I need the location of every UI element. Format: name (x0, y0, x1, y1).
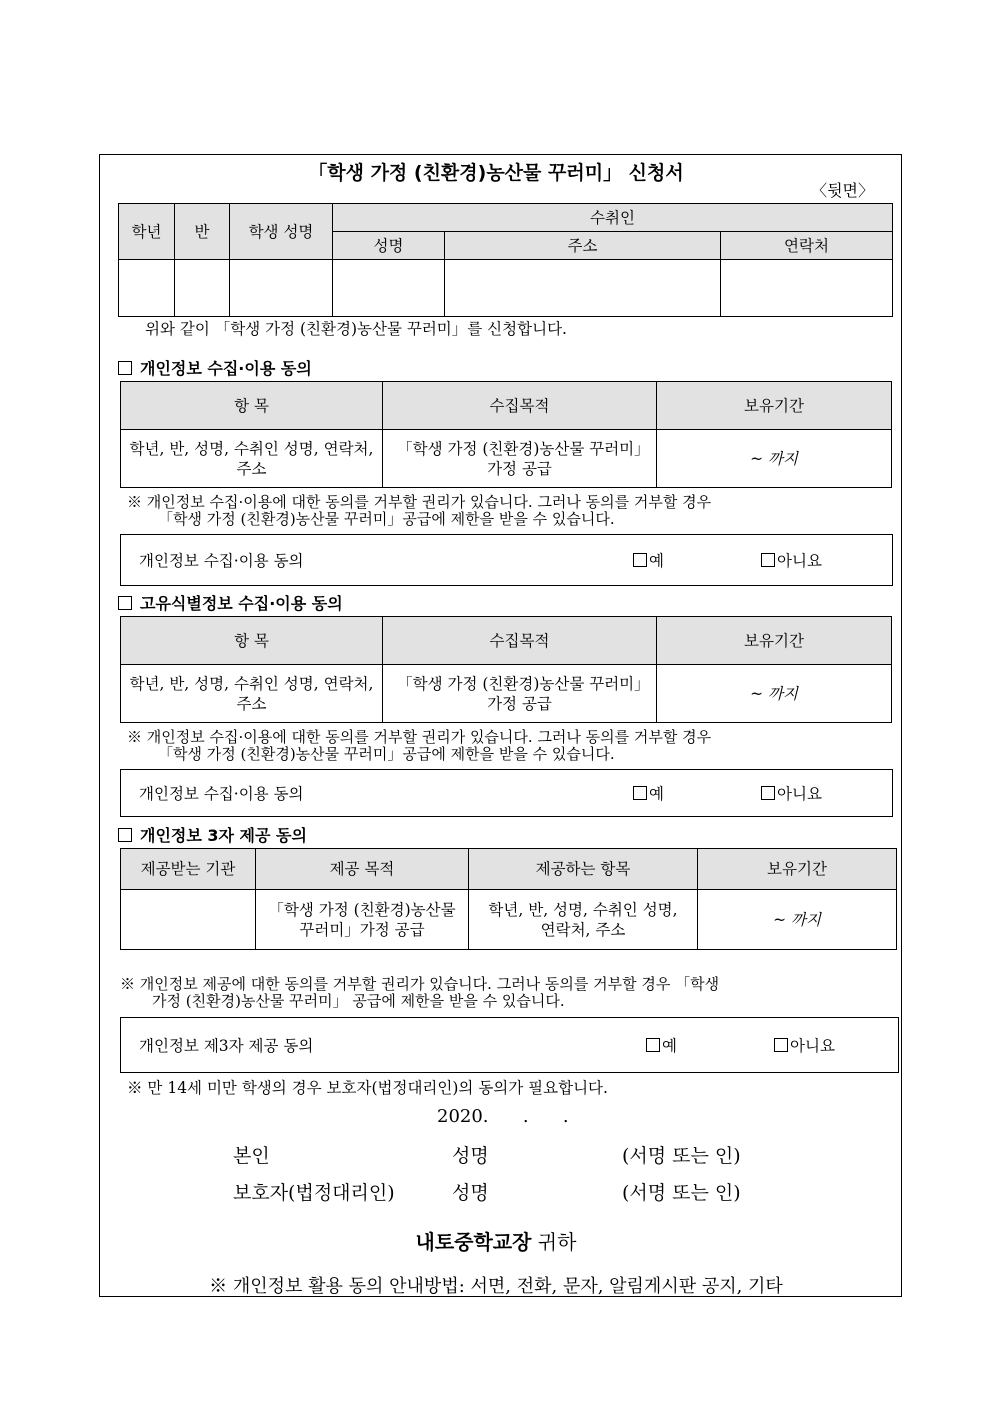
header-recipient-name: 성명 (333, 232, 445, 260)
section3-col-purpose: 제공 목적 (256, 849, 469, 890)
section3-col-period: 보유기간 (698, 849, 897, 890)
section3-no-option[interactable] (774, 1034, 835, 1056)
header-address: 주소 (445, 232, 721, 260)
section3-consent-label: 개인정보 제3자 제공 동의 (139, 1037, 314, 1055)
section3-heading-text: 개인정보 3자 제공 동의 (140, 826, 307, 845)
section3-col-items: 제공하는 항목 (469, 849, 698, 890)
section3-yes-option[interactable] (646, 1034, 677, 1056)
header-class: 반 (175, 204, 230, 260)
applicant-table (118, 203, 893, 317)
section2-consent-box (120, 769, 893, 817)
section3-recipient-org-cell[interactable] (121, 890, 256, 950)
section3-period: ~ 까지 (698, 890, 897, 950)
checkbox-icon[interactable] (633, 786, 647, 800)
section3-table (120, 848, 897, 950)
section2-heading (118, 591, 343, 614)
section3-note-line2: 가정 (친환경)농산물 꾸러미」 공급에 제한을 받을 수 있습니다. (152, 992, 565, 1010)
section2-col-period: 보유기간 (657, 617, 892, 665)
section1-period: ~ 까지 (657, 430, 892, 488)
section2-heading-text: 고유식별정보 수집·이용 동의 (140, 594, 343, 613)
section3-items: 학년, 반, 성명, 수취인 성명, 연락처, 주소 (469, 890, 698, 950)
guardian-name-label: 성명 (452, 1182, 489, 1204)
section3-heading (118, 823, 307, 846)
section1-purpose: 「학생 가정 (친환경)농산물 꾸러미」가정 공급 (383, 430, 657, 488)
section2-item: 학년, 반, 성명, 수취인 성명, 연락처, 주소 (121, 665, 383, 723)
section2-yes-label: 예 (649, 785, 664, 803)
addressee-suffix: 귀하 (531, 1230, 577, 1254)
section2-table (120, 616, 892, 723)
header-student-name: 학생 성명 (230, 204, 333, 260)
addressee-school: 내토중학교장 (415, 1230, 532, 1254)
section2-purpose: 「학생 가정 (친환경)농산물 꾸러미」가정 공급 (383, 665, 657, 723)
self-label: 본인 (233, 1145, 270, 1167)
form-title: 「학생 가정 (친환경)농산물 꾸러미」 신청서 (308, 162, 684, 184)
section3-note-line1: ※ 개인정보 제공에 대한 동의를 거부할 권리가 있습니다. 그러나 동의를 거부할 경우 「학생 (120, 975, 720, 993)
date-line[interactable]: 2020. . . (437, 1106, 569, 1127)
header-contact: 연락처 (721, 232, 893, 260)
self-name-label: 성명 (452, 1145, 489, 1167)
checkbox-icon[interactable] (761, 553, 775, 567)
section1-consent-box (120, 534, 893, 586)
section1-heading (118, 356, 312, 379)
checkbox-square-icon (118, 361, 132, 375)
section2-col-item: 항 목 (121, 617, 383, 665)
header-recipient: 수취인 (333, 204, 893, 232)
apply-sentence: 위와 같이 「학생 가정 (친환경)농산물 꾸러미」를 신청합니다. (145, 320, 567, 338)
section2-note-line2: 「학생 가정 (친환경)농산물 꾸러미」공급에 제한을 받을 수 있습니다. (158, 745, 615, 763)
checkbox-square-icon (118, 596, 132, 610)
section1-yes-label: 예 (649, 552, 664, 570)
section3-yes-label: 예 (662, 1037, 677, 1055)
section1-note-line2: 「학생 가정 (친환경)농산물 꾸러미」공급에 제한을 받을 수 있습니다. (158, 510, 615, 528)
grade-cell[interactable] (119, 260, 175, 317)
back-side-label: 〈뒷면〉 (811, 181, 874, 200)
minor-consent-note: ※ 만 14세 미만 학생의 경우 보호자(법정대리인)의 동의가 필요합니다. (127, 1079, 608, 1097)
section2-note-line1: ※ 개인정보 수집·이용에 대한 동의를 거부할 권리가 있습니다. 그러나 동의를 거부할 경우 (127, 728, 712, 746)
recipient-name-cell[interactable] (333, 260, 445, 317)
section3-col-recipient-org: 제공받는 기관 (121, 849, 256, 890)
section2-consent-label: 개인정보 수집·이용 동의 (139, 785, 304, 803)
section2-no-label: 아니요 (777, 785, 822, 803)
section1-no-label: 아니요 (777, 552, 822, 570)
class-cell[interactable] (175, 260, 230, 317)
section3-consent-box (120, 1017, 899, 1073)
checkbox-icon[interactable] (761, 786, 775, 800)
checkbox-icon[interactable] (646, 1038, 660, 1052)
section1-note-line1: ※ 개인정보 수집·이용에 대한 동의를 거부할 권리가 있습니다. 그러나 동의를 거부할 경우 (127, 493, 712, 511)
self-sign-hint[interactable]: (서명 또는 인) (622, 1145, 741, 1167)
guidance-footer: ※ 개인정보 활용 동의 안내방법: 서면, 전화, 문자, 알림게시판 공지, 기타 (209, 1276, 783, 1297)
section3-purpose: 「학생 가정 (친환경)농산물 꾸러미」가정 공급 (256, 890, 469, 950)
checkbox-icon[interactable] (774, 1038, 788, 1052)
header-grade: 학년 (119, 204, 175, 260)
section3-no-label: 아니요 (790, 1037, 835, 1055)
section1-yes-option[interactable] (633, 549, 664, 571)
student-name-cell[interactable] (230, 260, 333, 317)
contact-cell[interactable] (721, 260, 893, 317)
guardian-sign-hint[interactable]: (서명 또는 인) (622, 1182, 741, 1204)
checkbox-icon[interactable] (633, 553, 647, 567)
section2-col-purpose: 수집목적 (383, 617, 657, 665)
section1-consent-label: 개인정보 수집·이용 동의 (139, 552, 304, 570)
checkbox-square-icon (118, 828, 132, 842)
section1-heading-text: 개인정보 수집·이용 동의 (140, 359, 312, 378)
guardian-label: 보호자(법정대리인) (233, 1182, 395, 1204)
section2-period: ~ 까지 (657, 665, 892, 723)
section1-table (120, 381, 892, 488)
section1-item: 학년, 반, 성명, 수취인 성명, 연락처, 주소 (121, 430, 383, 488)
section2-no-option[interactable] (761, 782, 822, 804)
addressee (0, 1226, 992, 1255)
section2-yes-option[interactable] (633, 782, 664, 804)
section1-col-period: 보유기간 (657, 382, 892, 430)
section1-no-option[interactable] (761, 549, 822, 571)
section1-col-purpose: 수집목적 (383, 382, 657, 430)
section1-col-item: 항 목 (121, 382, 383, 430)
address-cell[interactable] (445, 260, 721, 317)
